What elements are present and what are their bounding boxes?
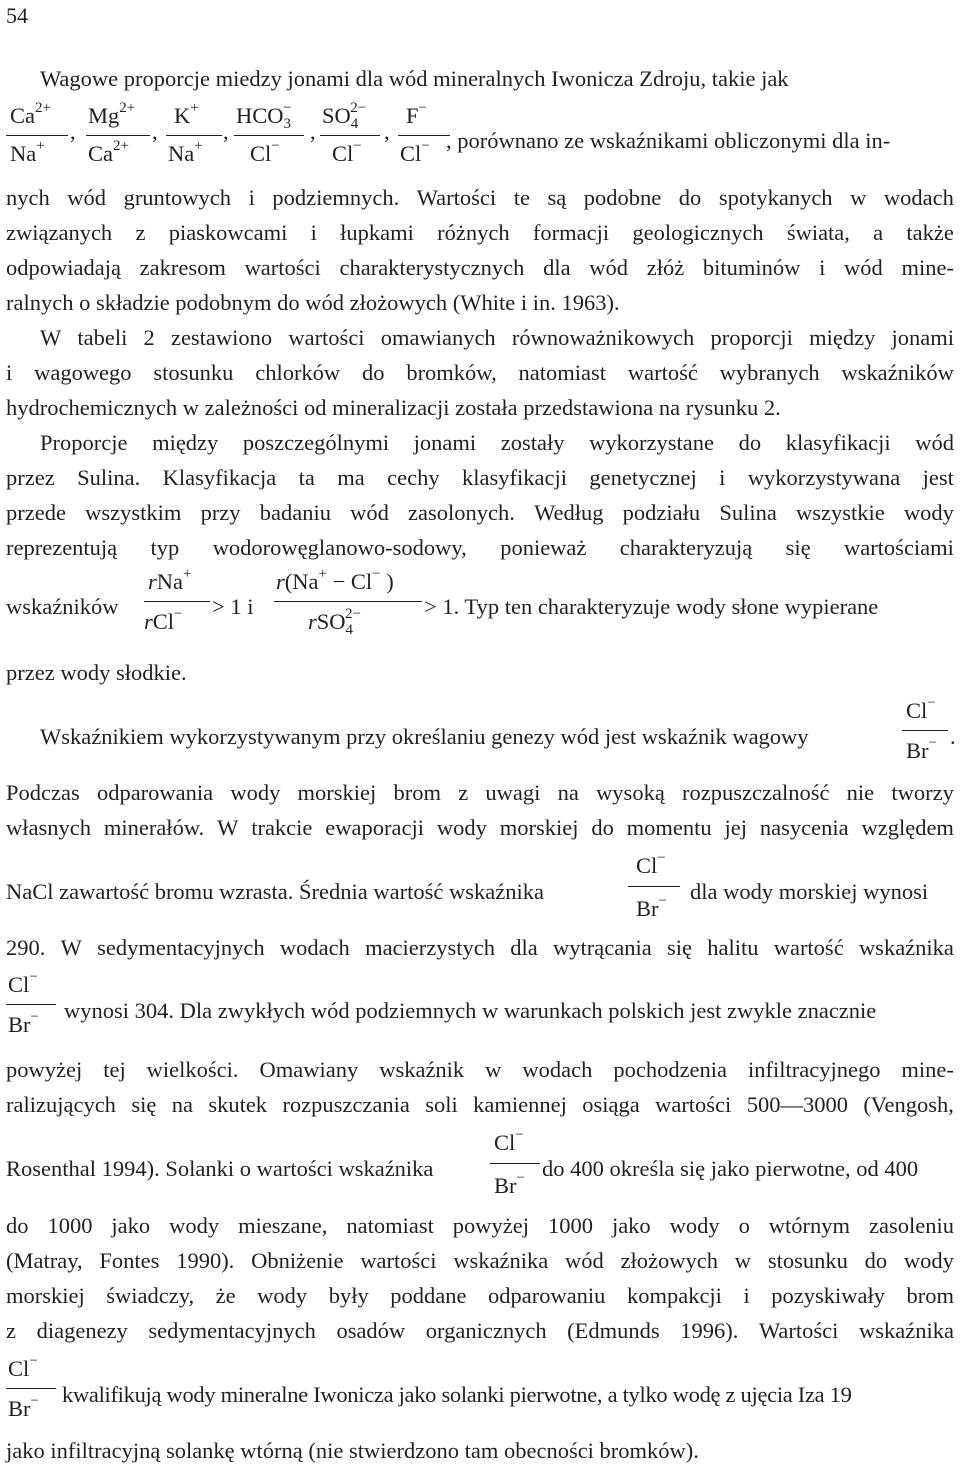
text-line: Podczas odparowania wody morskiej brom z uwagi na wysoką rozpuszczalność nie tworzy [6, 780, 954, 805]
text-line: kwalifikują wody mineralne Iwonicza jako solanki pierwotne, a tylko wodę z ujęcia Iza 19 [62, 1382, 852, 1407]
text-line: przede wszystkim przy badaniu wód zasolonych. Według podziału Sulina wszystkie wody [6, 500, 954, 525]
ratio-f-cl: F− Cl− [398, 103, 450, 173]
text-line: Rosenthal 1994). Solanki o wartości wskaźnika [6, 1156, 434, 1181]
text-line: jako infiltracyjną solankę wtórną (nie stwierdzono tam obecności bromków). [6, 1438, 699, 1463]
text-line: Proporcje między poszczególnymi jonami zostały wykorzystane do klasyfikacji wód [40, 430, 954, 455]
ratio-so4-cl: $SO_4^{2-}$ Cl− [320, 103, 380, 173]
formula-tail: > 1. Typ ten charakteryzuje wody słone wypierane [424, 594, 879, 619]
text-line: odpowiadają zakresom wartości charakterystycznych dla wód złóż bituminów i wód mine- [6, 255, 954, 280]
period: . [950, 724, 956, 749]
ratio-cl-br: Cl− Br− [490, 1130, 546, 1200]
text-line: 290. W sedymentacyjnych wodach macierzystych dla wytrącania się halitu wartość wskaźnika [6, 935, 954, 960]
text-line: dla wody morskiej wynosi [690, 879, 929, 904]
text-line: hydrochemicznych w zależności od mineralizacji została przedstawiona na rysunku 2. [6, 395, 781, 420]
ratio-hco3-cl: $HCO_3^-$ Cl− [234, 103, 304, 173]
ratio-k-na: K+ Na+ [166, 103, 222, 173]
comma: , [70, 119, 76, 144]
formula-rna-rcl: rNa+ rCl− [144, 569, 210, 639]
comma: , [152, 119, 158, 144]
text-line: W tabeli 2 zestawiono wartości omawianych równoważnikowych proporcji między jonami [40, 325, 954, 350]
text-line: powyżej tej wielkości. Omawiany wskaźnik w wodach pochodzenia infiltracyjnego mine- [6, 1057, 954, 1082]
formula-rnacl-rso4: r(Na+ − Cl− ) rSO$_4^{2-}$ [274, 569, 422, 639]
text-line: Wagowe proporcje miedzy jonami dla wód mineralnych Iwonicza Zdroju, takie jak [40, 66, 789, 91]
ratio-cl-br: Cl− Br− [902, 698, 954, 768]
text-line: własnych minerałów. W trakcie ewaporacji wody morskiej do momentu jej nasycenia względem [6, 815, 954, 840]
text-line: nych wód gruntowych i podziemnych. Wartości te są podobne do spotykanych w wodach [6, 185, 954, 210]
ratio-cl-br: Cl− Br− [628, 853, 684, 923]
formula-mid: > 1 i [212, 594, 254, 619]
text-line: ralnych o składzie podobnym do wód złożowych (White i in. 1963). [6, 290, 620, 315]
text-line: (Matray, Fontes 1990). Obniżenie wartości wskaźnika wód złożowych w stosunku do wody [6, 1248, 954, 1273]
text-line: wynosi 304. Dla zwykłych wód podziemnych w warunkach polskich jest zwykle znacznie [64, 998, 877, 1023]
ratio-mg-ca: $Mg^{2+}$ $Ca^{2+}$ [86, 103, 150, 173]
ratio-cl-br: Cl− Br− [6, 1356, 62, 1426]
ratio-cl-br: Cl− Br− [6, 972, 62, 1042]
formula-lead: wskaźników [6, 594, 119, 619]
text-line: do 1000 jako wody mieszane, natomiast powyżej 1000 jako wody o wtórnym zasoleniu [6, 1213, 954, 1238]
text-line: i wagowego stosunku chlorków do bromków, natomiast wartość wybranych wskaźników [6, 360, 954, 385]
text-line: związanych z piaskowcami i łupkami różnych formacji geologicznych świata, a także [6, 220, 954, 245]
text-line: reprezentują typ wodorowęglanowo-sodowy, ponieważ charakteryzują się wartościami [6, 535, 954, 560]
text-line: ralizujących się na skutek rozpuszczania soli kamiennej osiąga wartości 500—3000 (Vengosh, [6, 1092, 954, 1117]
comma: , [384, 119, 390, 144]
text-line: przez Sulina. Klasyfikacja ta ma cechy klasyfikacji genetycznej i wykorzystywana jest [6, 465, 954, 490]
text-line: Wskaźnikiem wykorzystywanym przy określaniu genezy wód jest wskaźnik wagowy [40, 724, 809, 749]
comma: , [223, 119, 229, 144]
comma: , [310, 119, 316, 144]
text-line: morskiej świadczy, że wody były poddane odparowaniu kompakcji i pozyskiwały brom [6, 1283, 954, 1308]
ratio-ca-na: $Ca^{2+}$ Na+ [6, 103, 68, 173]
ratio-row-tail: , porównano ze wskaźnikami obliczonymi dla in- [446, 128, 891, 153]
text-line: z diagenezy sedymentacyjnych osadów organicznych (Edmunds 1996). Wartości wskaźnika [6, 1318, 954, 1343]
text-line: NaCl zawartość bromu wzrasta. Średnia wartość wskaźnika [6, 879, 544, 904]
text-line: przez wody słodkie. [6, 660, 187, 685]
text-line: do 400 określa się jako pierwotne, od 400 [542, 1156, 919, 1181]
page-number: 54 [6, 3, 28, 28]
